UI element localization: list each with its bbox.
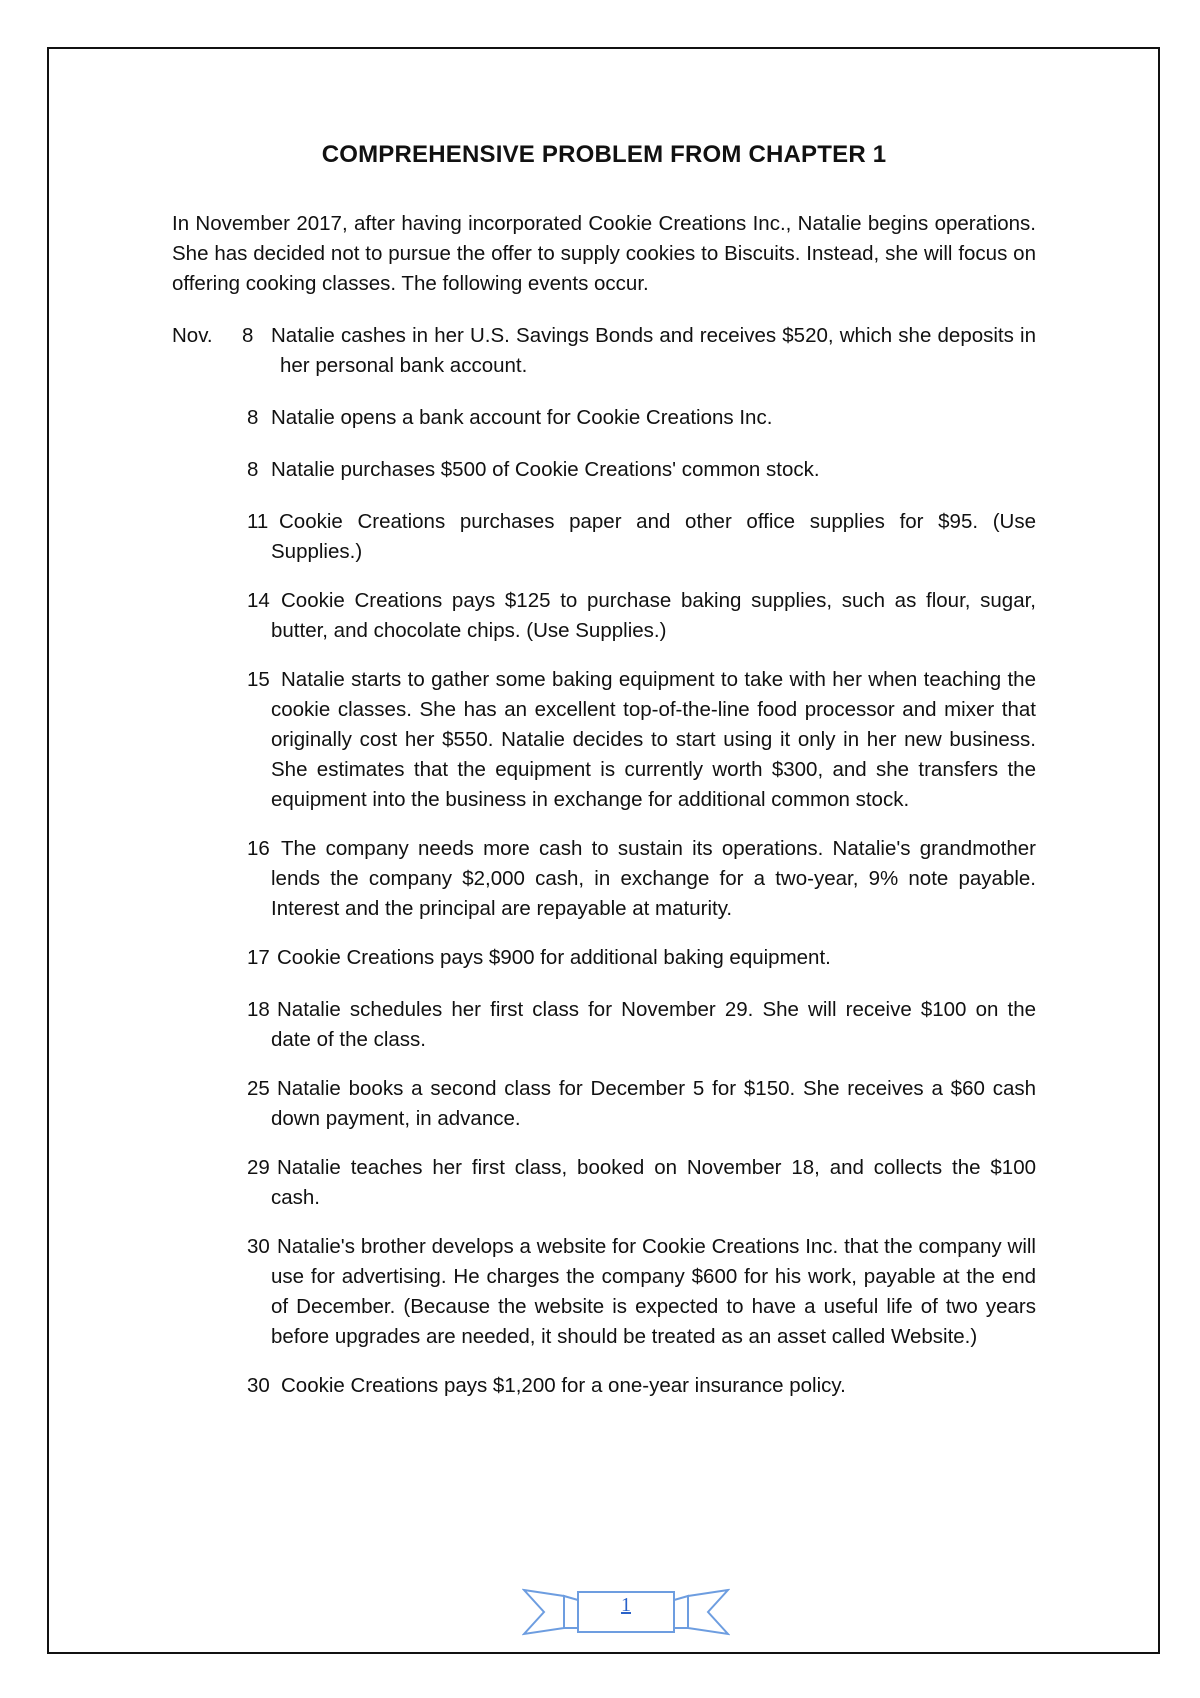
event-item xyxy=(172,834,1036,924)
event-item xyxy=(172,403,1036,433)
page-number: 1 xyxy=(621,1594,631,1616)
event-text: Natalie purchases $500 of Cookie Creations' common stock. xyxy=(271,458,820,481)
event-text: Natalie books a second class for December 5 for $150. She receives a $60 cash down payment, in advance. xyxy=(271,1077,1036,1130)
event-item xyxy=(172,586,1036,646)
event-item xyxy=(172,995,1036,1055)
event-text: Cookie Creations pays $1,200 for a one-year insurance policy. xyxy=(281,1374,846,1397)
event-day: 29 xyxy=(247,1156,270,1179)
event-text: Natalie cashes in her U.S. Savings Bonds and receives $520, which she deposits in her personal bank account. xyxy=(271,324,1036,377)
event-text: Natalie's brother develops a website for Cookie Creations Inc. that the company will use for advertising. He charges the company $600 for his work, payable at the end of December. (Because the website is expected to have a useful life of two years before upgrades are needed, it should be treated as an asset called Website.) xyxy=(271,1235,1036,1348)
event-day: 17 xyxy=(247,946,270,969)
month-label: Nov. xyxy=(172,324,213,347)
event-day: 15 xyxy=(247,668,270,691)
event-day: 8 xyxy=(247,406,259,429)
event-item xyxy=(172,1074,1036,1134)
event-text: Cookie Creations purchases paper and other office supplies for $95. (Use Supplies.) xyxy=(271,510,1036,563)
event-day: 8 xyxy=(247,458,259,481)
event-text: Cookie Creations pays $125 to purchase baking supplies, such as flour, sugar, butter, and chocolate chips. (Use Supplies.) xyxy=(271,589,1036,642)
event-item xyxy=(172,507,1036,567)
event-text: Natalie starts to gather some baking equipment to take with her when teaching the cookie classes. She has an excellent top-of-the-line food processor and mixer that originally cost her $550. Natalie decides to start using it only in her new business. She estimates that the equipment is currently worth $300, and she transfers the equipment into the business in exchange for additional common stock. xyxy=(271,668,1036,811)
event-text: The company needs more cash to sustain its operations. Natalie's grandmother lends the company $2,000 cash, in exchange for a two-year, 9% note payable. Interest and the principal are repayable at maturity. xyxy=(271,837,1036,920)
event-day: 8 xyxy=(242,324,254,347)
event-day: 30 xyxy=(247,1374,270,1397)
event-day: 25 xyxy=(247,1077,270,1100)
event-day: 14 xyxy=(247,589,270,612)
event-item xyxy=(172,1371,1036,1401)
event-item xyxy=(172,1232,1036,1352)
event-item xyxy=(172,1153,1036,1213)
event-day: 16 xyxy=(247,837,270,860)
document-body xyxy=(172,140,1036,1420)
event-text: Natalie opens a bank account for Cookie Creations Inc. xyxy=(271,406,773,429)
intro-paragraph: In November 2017, after having incorporated Cookie Creations Inc., Natalie begins operations. She has decided not to pursue the offer to supply cookies to Biscuits. Instead, she will focus on offering cooking classes. The following events occur. xyxy=(172,212,1036,295)
event-day: 18 xyxy=(247,998,270,1021)
event-item xyxy=(172,943,1036,973)
event-item xyxy=(172,455,1036,485)
event-day: 11 xyxy=(247,510,269,533)
event-text: Natalie schedules her first class for November 29. She will receive $100 on the date of the class. xyxy=(271,998,1036,1051)
event-text: Natalie teaches her first class, booked on November 18, and collects the $100 cash. xyxy=(271,1156,1036,1209)
event-item xyxy=(172,665,1036,815)
document-title: COMPREHENSIVE PROBLEM FROM CHAPTER 1 xyxy=(321,141,887,168)
event-text: Cookie Creations pays $900 for additional baking equipment. xyxy=(277,946,831,969)
page-footer xyxy=(522,1582,730,1638)
event-day: 30 xyxy=(247,1235,270,1258)
event-item xyxy=(172,321,1036,381)
